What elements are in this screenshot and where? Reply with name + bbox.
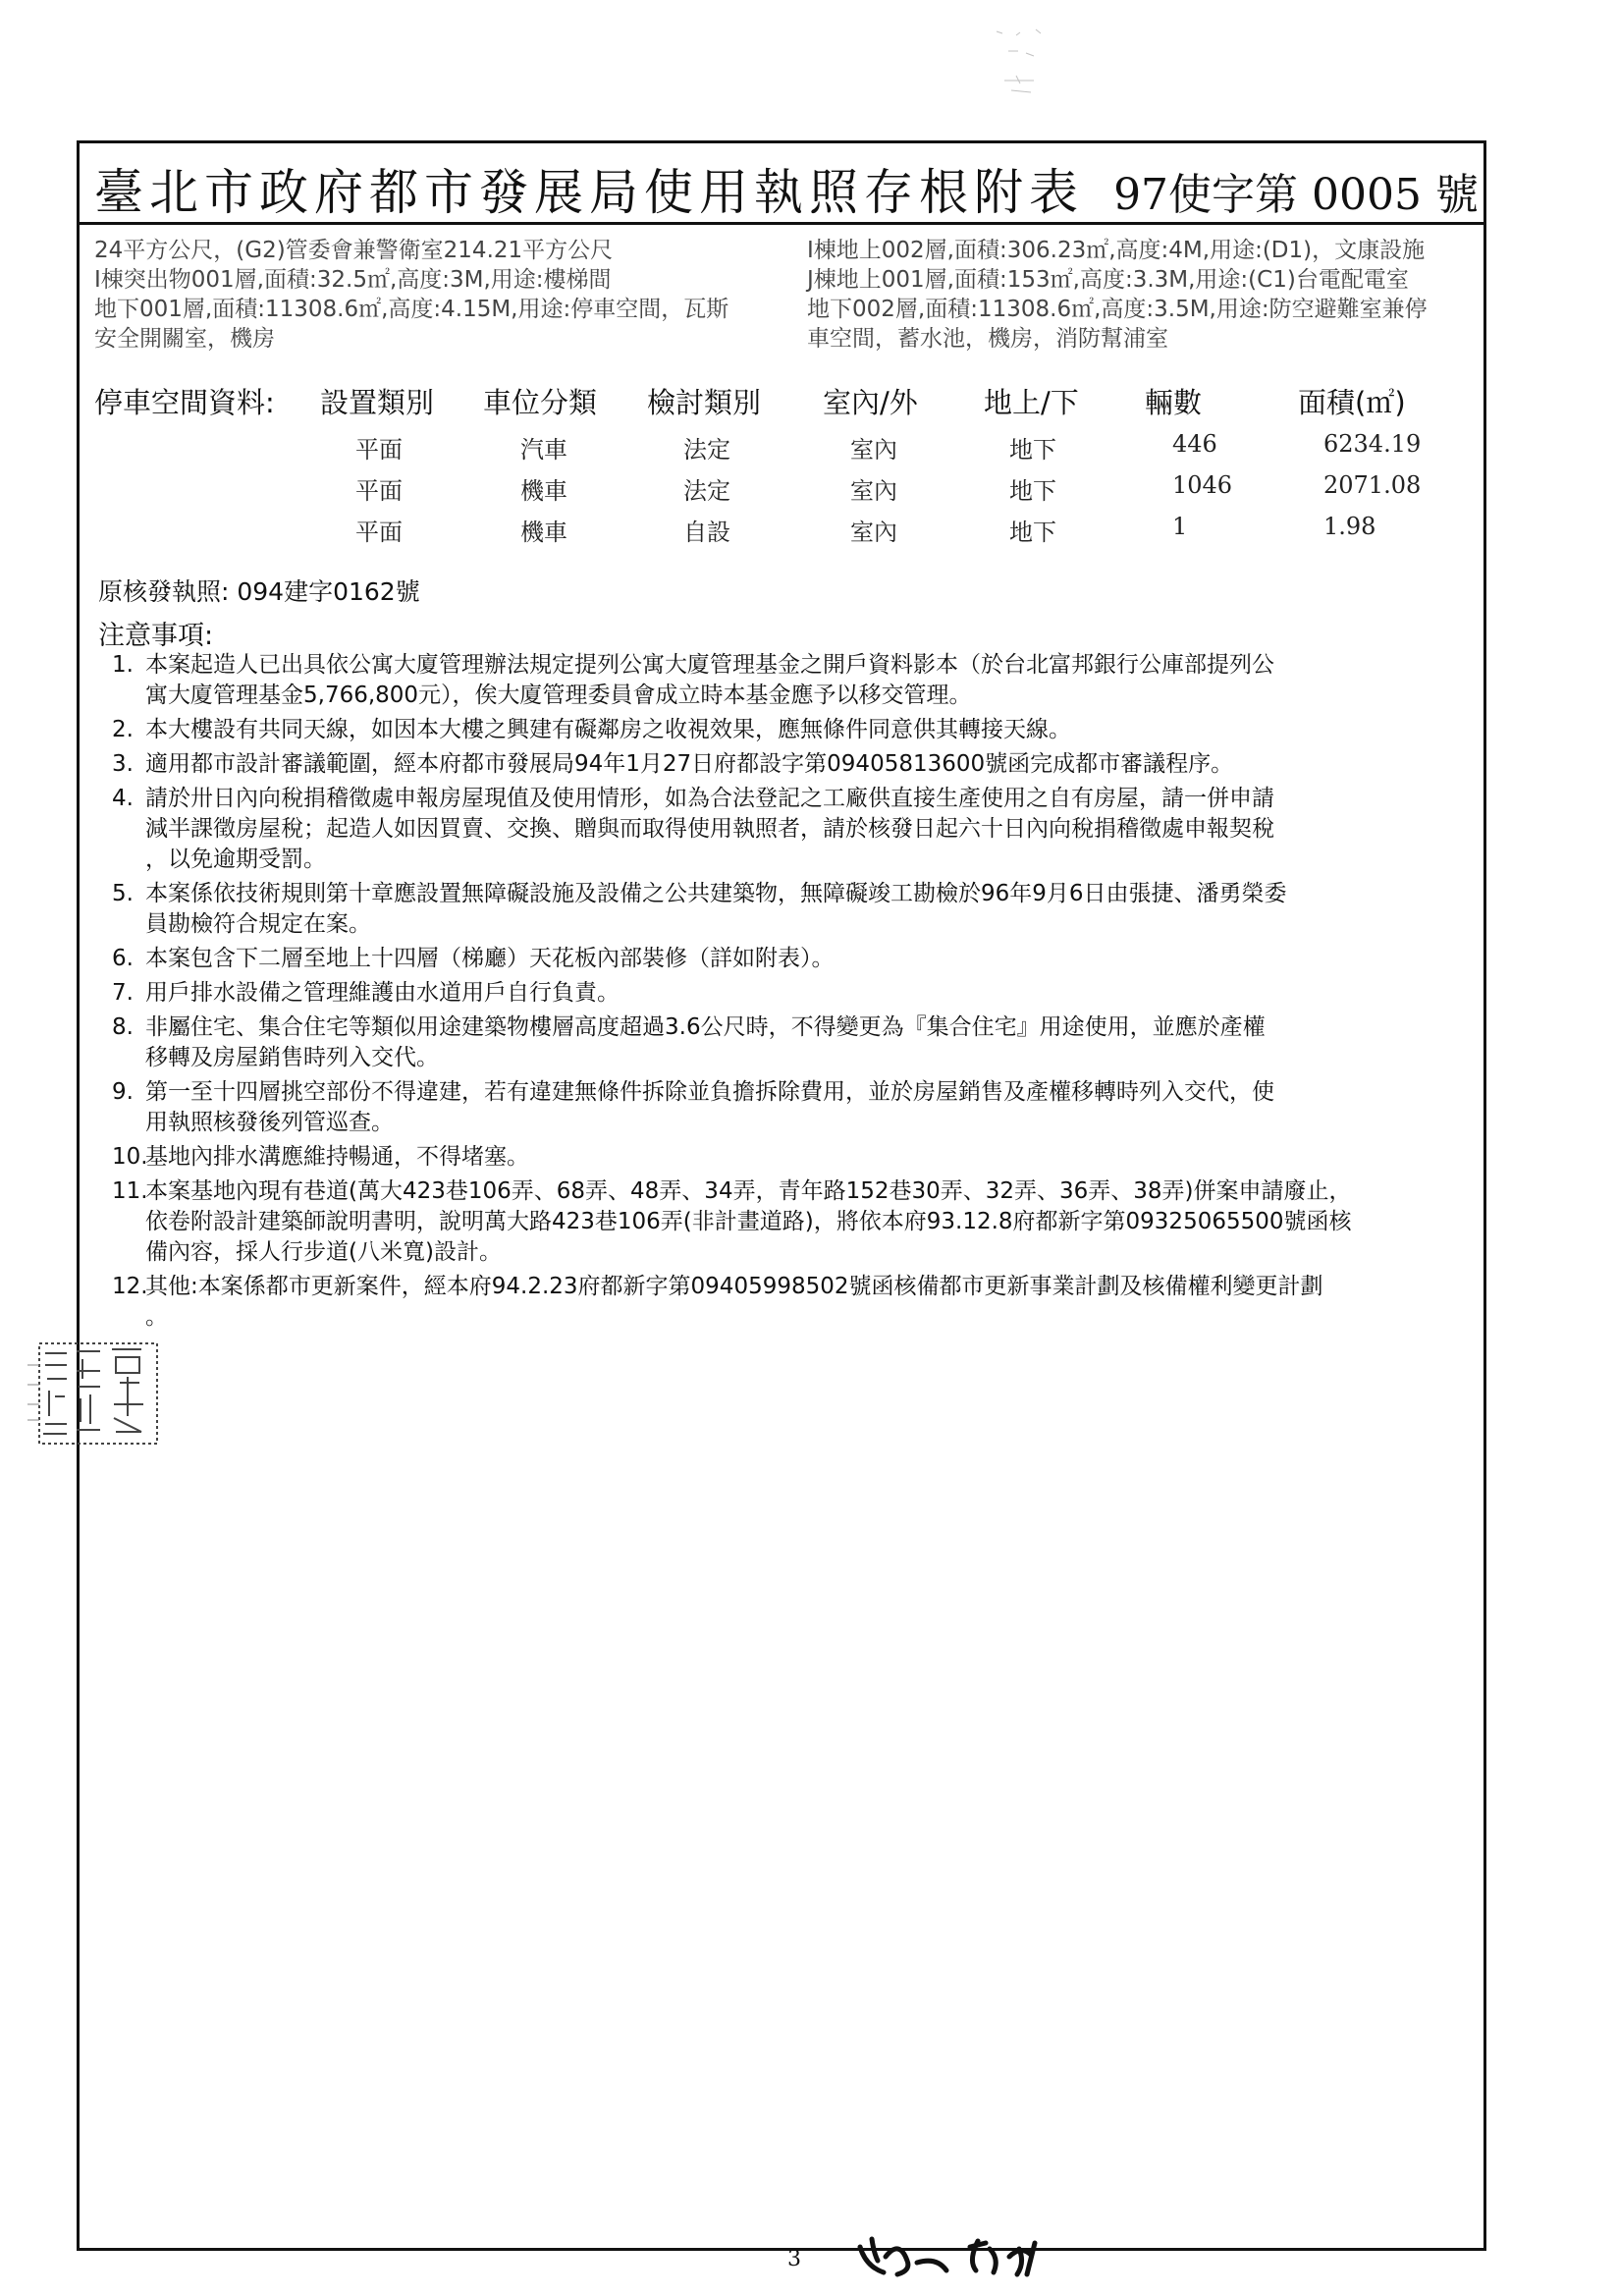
note-item <box>112 1012 1512 1073</box>
column-header: 面積(㎡) <box>1298 386 1406 419</box>
table-cell: 室內 <box>850 477 897 505</box>
handwritten-signature <box>852 2227 1088 2286</box>
notes-title: 注意事項: <box>98 621 214 651</box>
table-cell: 地下 <box>1009 477 1056 505</box>
table-cell: 機車 <box>520 477 567 505</box>
note-text-line: 寓大廈管理基金5,766,800元），俟大廈管理委員會成立時本基金應予以移交管理。 <box>145 683 972 708</box>
note-number: 8. <box>112 1014 134 1040</box>
usage-details-left <box>94 236 801 354</box>
usage-line: 地下002層,面積:11308.6㎡,高度:3.5M,用途:防空避難室兼停 <box>807 297 1428 322</box>
table-cell: 機車 <box>520 519 567 546</box>
table-cell: 地下 <box>1009 436 1056 464</box>
note-text-line: 基地內排水溝應維持暢通，不得堵塞。 <box>145 1144 529 1170</box>
note-item <box>112 1272 1512 1333</box>
top-scan-mark <box>987 22 1065 110</box>
permit-number: 97使字第 0005 號 <box>1113 170 1479 220</box>
table-cell: 1.98 <box>1323 513 1376 540</box>
note-text-line: 。 <box>145 1304 168 1330</box>
column-header: 室內/外 <box>823 386 918 419</box>
note-number: 7. <box>112 980 134 1006</box>
usage-line: 安全開關室，機房 <box>94 326 275 352</box>
usage-line: I棟突出物001層,面積:32.5㎡,高度:3M,用途:樓梯間 <box>94 267 612 293</box>
note-item <box>112 879 1512 940</box>
usage-details-right <box>807 236 1484 354</box>
note-text-line: 本案起造人已出具依公寓大廈管理辦法規定提列公寓大廈管理基金之開戶資料影本（於台北富邦銀行公庫部提列公 <box>145 652 1274 678</box>
usage-line: 24平方公尺，(G2)管委會兼警衛室214.21平方公尺 <box>94 238 614 263</box>
table-cell: 平面 <box>355 477 403 505</box>
note-text-line: ，以免逾期受罰。 <box>145 847 326 872</box>
note-text-line: 移轉及房屋銷售時列入交代。 <box>145 1045 439 1070</box>
note-text-line: 本案基地內現有巷道(萬大423巷106弄、68弄、48弄、34弄，青年路152巷30弄、32弄、36弄、38弄)併案申請廢止， <box>145 1178 1352 1204</box>
usage-line: 車空間，蓄水池，機房，消防幫浦室 <box>807 326 1168 352</box>
note-number: 2. <box>112 717 134 742</box>
note-item <box>112 1077 1512 1138</box>
note-text-line: 減半課徵房屋稅；起造人如因買賣、交換、贈與而取得使用執照者，請於核發日起六十日內向稅捐稽徵處申報契稅 <box>145 816 1274 842</box>
note-item <box>112 715 1512 745</box>
note-item <box>112 944 1512 974</box>
usage-line: J棟地上001層,面積:153㎡,高度:3.3M,用途:(C1)台電配電室 <box>807 267 1409 293</box>
table-row <box>94 464 1469 505</box>
note-text-line: 請於卅日內向稅捐稽徵處申報房屋現值及使用情形，如為合法登記之工廠供直接生產使用之自有房屋，請一併申請 <box>145 786 1274 811</box>
column-header: 輛數 <box>1145 386 1203 419</box>
note-text-line: 員勘檢符合規定在案。 <box>145 911 371 937</box>
table-cell: 法定 <box>683 436 730 464</box>
parking-header-row <box>94 381 1469 422</box>
document-title: 臺北市政府都市發展局使用執照存根附表 <box>94 164 1084 221</box>
note-number: 6. <box>112 946 134 971</box>
note-item <box>112 978 1512 1009</box>
table-cell: 法定 <box>683 477 730 505</box>
notes-list <box>112 650 1512 1337</box>
note-number: 4. <box>112 786 134 811</box>
note-item <box>112 749 1512 780</box>
page-number: 3 <box>787 2247 801 2271</box>
note-number: 3. <box>112 751 134 777</box>
table-cell: 平面 <box>355 519 403 546</box>
note-number: 9. <box>112 1079 134 1105</box>
table-cell: 自設 <box>683 519 730 546</box>
note-number: 12. <box>112 1274 148 1299</box>
note-number: 1. <box>112 652 134 678</box>
note-text-line: 備內容，採人行步道(八米寬)設計。 <box>145 1239 502 1265</box>
table-cell: 2071.08 <box>1323 471 1422 499</box>
table-cell: 平面 <box>355 436 403 464</box>
note-text-line: 用戶排水設備之管理維護由水道用戶自行負責。 <box>145 980 620 1006</box>
usage-line: 地下001層,面積:11308.6㎡,高度:4.15M,用途:停車空間，瓦斯 <box>94 297 729 322</box>
note-text-line: 本案包含下二層至地上十四層（梯廳）天花板內部裝修（詳如附表）。 <box>145 946 835 971</box>
note-item <box>112 650 1512 711</box>
note-item <box>112 784 1512 875</box>
note-number: 10. <box>112 1144 148 1170</box>
note-number: 5. <box>112 881 134 906</box>
column-header: 檢討類別 <box>647 386 762 419</box>
official-seal <box>26 1336 168 1451</box>
column-header: 地上/下 <box>984 386 1079 419</box>
table-cell: 1046 <box>1172 471 1233 499</box>
table-cell: 室內 <box>850 436 897 464</box>
column-header: 車位分類 <box>483 386 598 419</box>
original-permit: 原核發執照: 094建字0162號 <box>98 577 420 606</box>
column-header: 設置類別 <box>320 386 435 419</box>
table-cell: 汽車 <box>520 436 567 464</box>
table-cell: 室內 <box>850 519 897 546</box>
note-item <box>112 1176 1512 1268</box>
note-text-line: 本案係依技術規則第十章應設置無障礙設施及設備之公共建築物，無障礙竣工勘檢於96年9月6日由張捷、潘勇榮委 <box>145 881 1287 906</box>
note-text-line: 本大樓設有共同天線，如因本大樓之興建有礙鄰房之收視效果，應無條件同意供其轉接天線。 <box>145 717 1071 742</box>
table-cell: 地下 <box>1009 519 1056 546</box>
table-cell: 1 <box>1172 513 1188 540</box>
note-text-line: 第一至十四層挑空部份不得違建，若有違建無條件拆除並負擔拆除費用，並於房屋銷售及產權移轉時列入交代，使 <box>145 1079 1274 1105</box>
note-item <box>112 1142 1512 1173</box>
note-number: 11. <box>112 1178 148 1204</box>
note-text-line: 用執照核發後列管巡查。 <box>145 1110 394 1135</box>
note-text-line: 依卷附設計建築師說明書明，說明萬大路423巷106弄(非計畫道路)，將依本府93.12.8府都新字第09325065500號函核 <box>145 1209 1352 1234</box>
table-cell: 6234.19 <box>1323 430 1422 458</box>
usage-line: I棟地上002層,面積:306.23㎡,高度:4M,用途:(D1)，文康設施 <box>807 238 1426 263</box>
table-row <box>94 505 1469 546</box>
parking-label: 停車空間資料: <box>94 386 275 419</box>
note-text-line: 其他:本案係都市更新案件，經本府94.2.23府都新字第09405998502號函核備都市更新事業計劃及核備權利變更計劃 <box>145 1274 1323 1299</box>
table-row <box>94 422 1469 464</box>
parking-table <box>94 381 1469 546</box>
table-cell: 446 <box>1172 430 1217 458</box>
note-text-line: 非屬住宅、集合住宅等類似用途建築物樓層高度超過3.6公尺時，不得變更為『集合住宅』用途使用，並應於產權 <box>145 1014 1266 1040</box>
note-text-line: 適用都市設計審議範圍，經本府都市發展局94年1月27日府都設字第09405813600號函完成都市審議程序。 <box>145 751 1234 777</box>
